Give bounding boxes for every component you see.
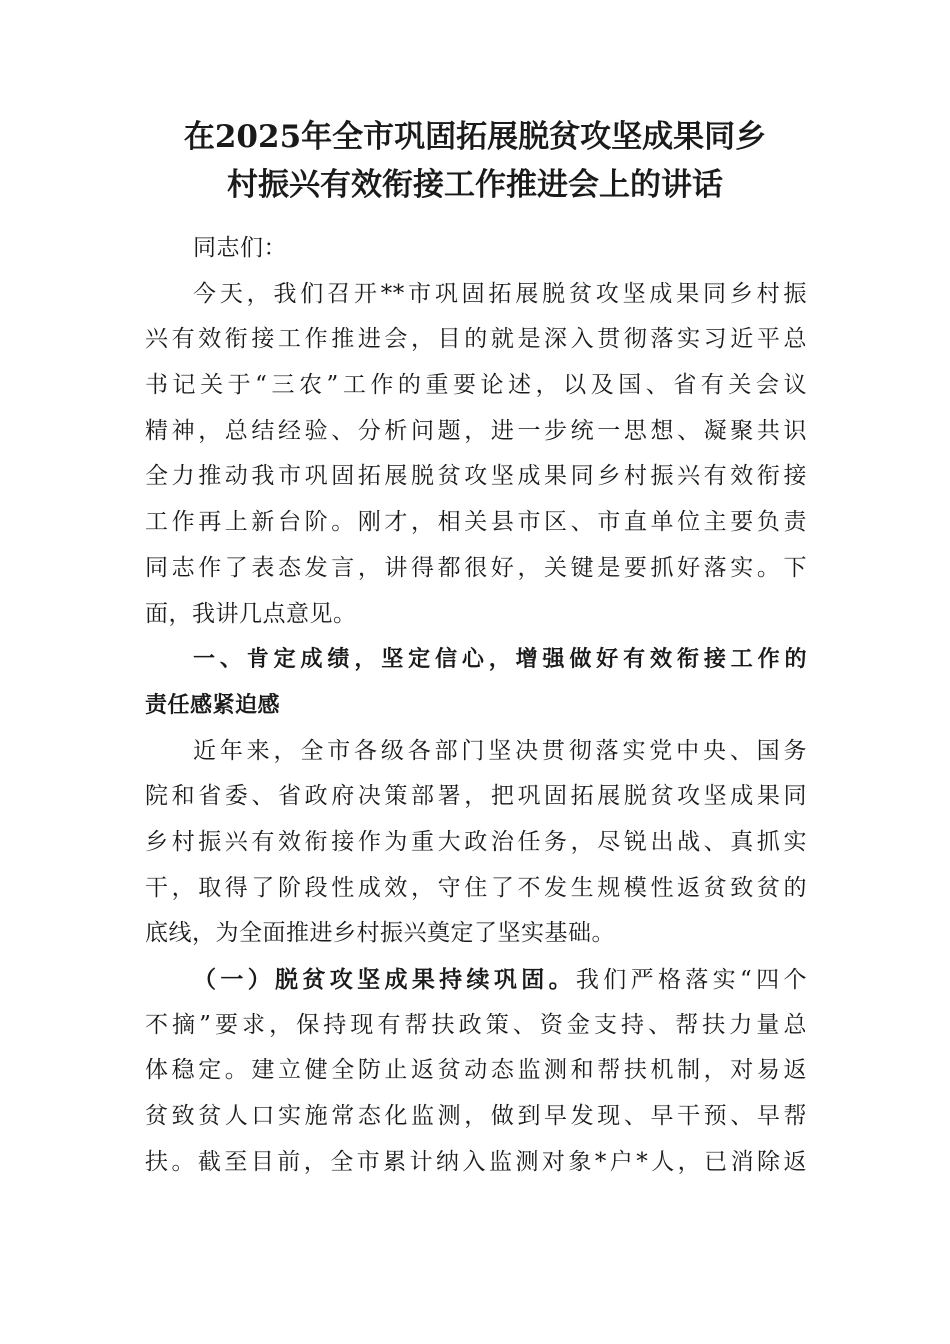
section-heading-line: 责任感紧迫感 bbox=[145, 692, 281, 718]
paragraph-line: 书记关于“三农”工作的重要论述，以及国、省有关会议 bbox=[145, 372, 807, 399]
paragraph-line: 全力推动我市巩固拓展脱贫攻坚成果同乡村振兴有效衔接 bbox=[145, 463, 807, 490]
paragraph-line: 工作再上新台阶。刚才，相关县市区、市直单位主要负责 bbox=[145, 509, 807, 536]
paragraph-line: 不摘”要求，保持现有帮扶政策、资金支持、帮扶力量总 bbox=[145, 1011, 807, 1038]
salutation: 同志们： bbox=[193, 235, 287, 261]
paragraph-line: 同志作了表态发言，讲得都很好，关键是要抓好落实。下 bbox=[145, 554, 807, 581]
paragraph-line: 贫致贫人口实施常态化监测，做到早发现、早干预、早帮 bbox=[145, 1103, 807, 1130]
section-heading-line: 一、肯定成绩，坚定信心，增强做好有效衔接工作的 bbox=[193, 647, 807, 673]
paragraph-line: 体稳定。建立健全防止返贫动态监测和帮扶机制，对易返 bbox=[145, 1057, 807, 1084]
paragraph-line: 兴有效衔接工作推进会，目的就是深入贯彻落实习近平总 bbox=[145, 326, 807, 353]
subsection-text: 我们严格落实“四个 bbox=[575, 967, 807, 993]
paragraph-line: 干，取得了阶段性成效，守住了不发生规模性返贫致贫的 bbox=[145, 874, 807, 901]
paragraph-line: 底线，为全面推进乡村振兴奠定了坚实基础。 bbox=[145, 920, 615, 947]
paragraph-line bbox=[145, 957, 807, 1003]
paragraph-line: 面，我讲几点意见。 bbox=[145, 600, 357, 627]
paragraph-line: 乡村振兴有效衔接作为重大政治任务，尽锐出战、真抓实 bbox=[145, 828, 807, 855]
paragraph-line: 精神，总结经验、分析问题，进一步统一思想、凝聚共识 bbox=[145, 417, 807, 444]
paragraph-line: 院和省委、省政府决策部署，把巩固拓展脱贫攻坚成果同 bbox=[145, 783, 807, 810]
paragraph-line: 今天，我们召开**市巩固拓展脱贫攻坚成果同乡村振 bbox=[193, 280, 807, 307]
paragraph-line: 扶。截至目前，全市累计纳入监测对象*户*人，已消除返 bbox=[145, 1148, 807, 1175]
subsection-heading: （一）脱贫攻坚成果持续巩固。 bbox=[193, 966, 576, 993]
paragraph-line: 近年来，全市各级各部门坚决贯彻落实党中央、国务 bbox=[193, 737, 807, 764]
document-title-line-1: 在2025年全市巩固拓展脱贫攻坚成果同乡 bbox=[183, 119, 767, 155]
document-title-line-2: 村振兴有效衔接工作推进会上的讲话 bbox=[227, 167, 723, 203]
document-body bbox=[145, 226, 807, 1185]
